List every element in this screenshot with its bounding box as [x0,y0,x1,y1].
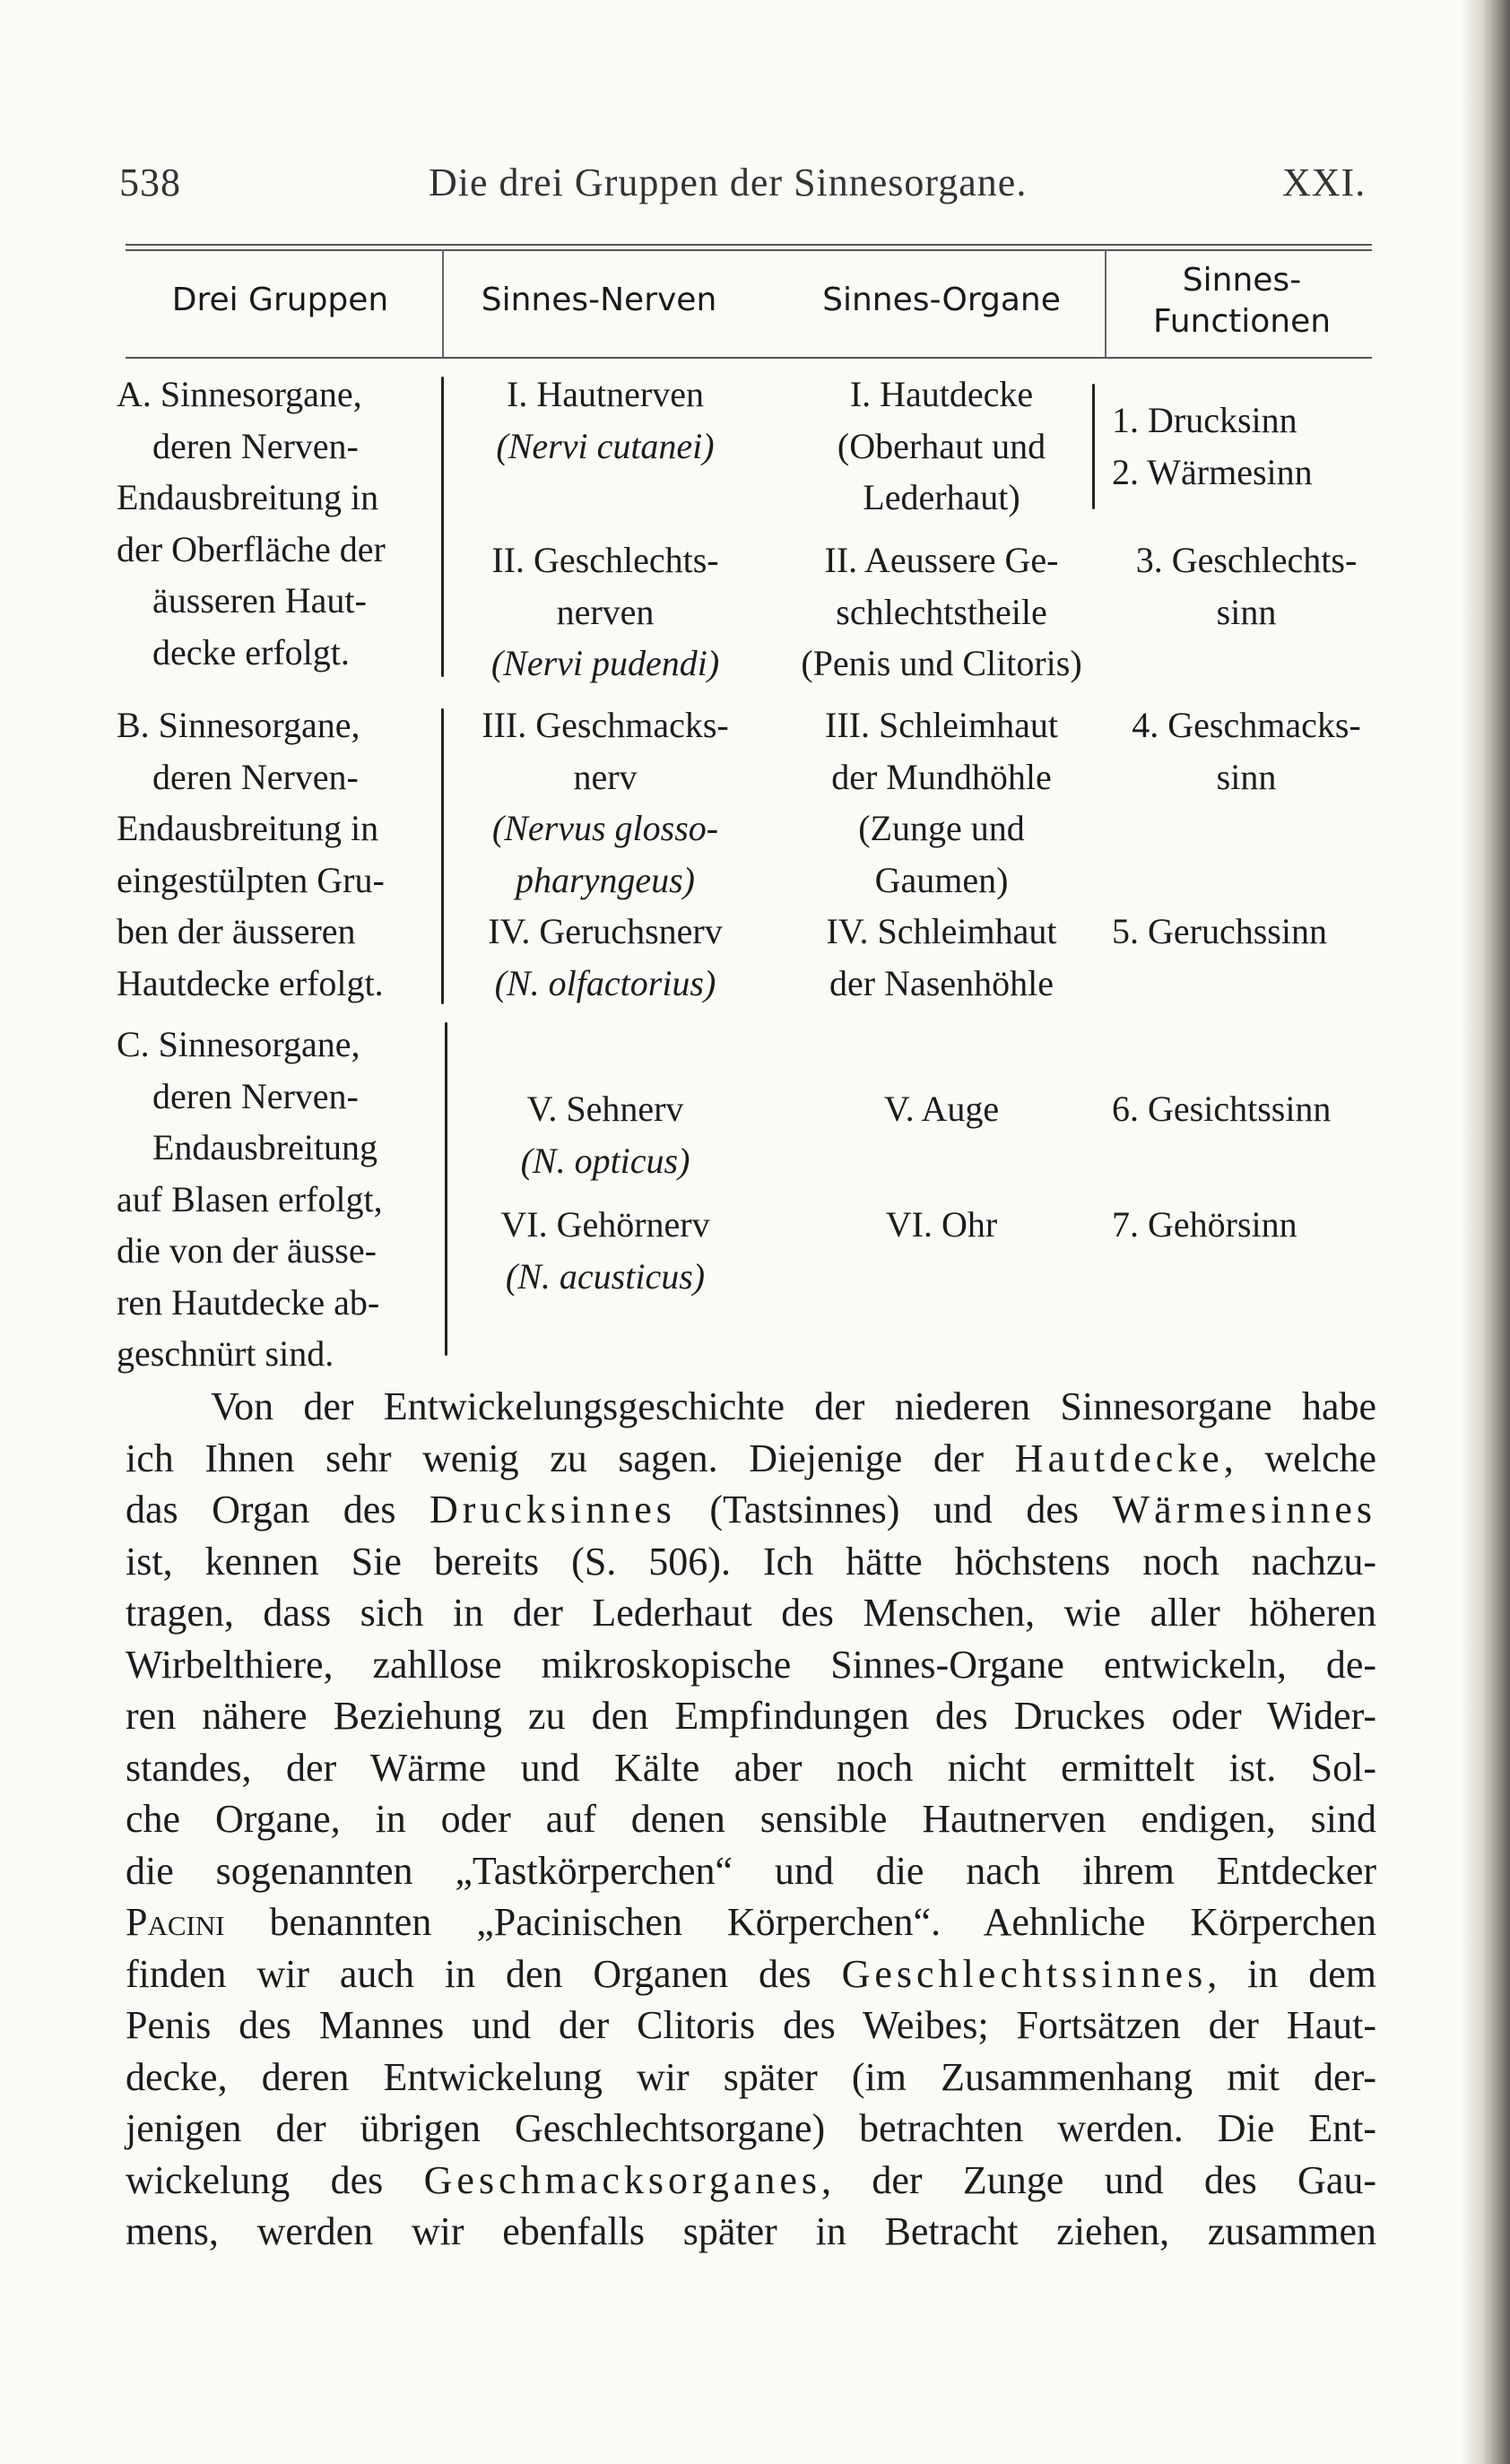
nerve-line: (Nervus glosso- [491,808,719,848]
function-line: 7. Gehörsinn [1112,1204,1297,1245]
function-line: 6. Gesichtssinn [1112,1089,1332,1129]
body-line: wickelung des Geschmacksorganes, der Zunge und des Gau- [126,2157,1376,2202]
function-cell-6 [1112,1199,1381,1251]
column-header-organs: Sinnes-Organe [822,282,1061,318]
function-cell-5 [1112,1083,1381,1135]
nerve-line: (Nervi pudendi) [490,643,720,683]
organ-line: der Mundhöhle [831,756,1052,797]
organ-line: der Nasenhöhle [829,962,1054,1003]
nerve-line: (N. olfactorius) [494,962,716,1003]
body-line: decke, deren Entwickelung wir später (im Zusammenhang mit der- [126,2054,1376,2099]
body-line: Von der Entwickelungsgeschichte der niederen Sinnesorgane habe [211,1384,1376,1428]
nerve-line: nerven [556,591,655,632]
spaced-term: Geschmacksorganes [423,2157,822,2202]
organ-line: III. Schleimhaut [825,705,1058,745]
table-top-rule-double [126,249,1372,251]
body-line: jenigen der übrigen Geschlechtsorgane) betrachten werden. Die Ent- [126,2106,1376,2150]
body-line: standes, der Wärme und Kälte aber noch nicht ermittelt ist. Sol- [126,1745,1376,1790]
group-b-line: eingestülpten Gru- [117,859,385,900]
group-c-line: ren Hautdecke ab- [117,1281,380,1323]
body-line: ich Ihnen sehr wenig zu sagen. Diejenige der Hautdecke, welche [126,1436,1377,1480]
organ-line: V. Auge [883,1089,1000,1129]
group-a-label [117,369,430,678]
body-line: finden wir auch in den Organen des Geschlechtssinnes, in dem [126,1951,1377,1996]
organ-line: Lederhaut) [863,477,1020,517]
body-line: mens, werden wir ebenfalls später in Betracht ziehen, zusammen [126,2209,1376,2253]
column-header-functions-line2: Functionen [1152,303,1332,340]
column-header-nerves: Sinnes-Nerven [481,282,717,318]
column-header-functions-line1: Sinnes- [1182,262,1302,299]
nerve-line: IV. Geruchsnerv [488,911,723,951]
nerve-cell-2 [439,534,771,690]
function-cell-4 [1112,906,1381,958]
function-cell-1 [1112,395,1381,498]
group-b-line: ben der äusseren [117,911,356,951]
column-header-groups: Drei Gruppen [171,282,389,318]
nerve-cell-5 [439,1083,771,1186]
table-header-rule [126,357,1372,359]
group-c-line: deren Nerven- [152,1075,359,1116]
group-a-line: decke erfolgt. [152,631,350,672]
nerve-line: VI. Gehörnerv [500,1204,710,1245]
group-b-line: Hautdecke erfolgt. [117,962,384,1003]
organ-line: (Oberhaut und [837,425,1046,466]
page-number: 538 [119,161,181,204]
body-line: Wirbelthiere, zahllose mikroskopische Sinnes-Organe entwickeln, de- [126,1642,1376,1687]
organ-cell-3 [780,699,1103,906]
body-line: tragen, dass sich in der Lederhaut des Menschen, wie aller höheren [126,1591,1376,1635]
nerve-cell-4 [439,906,771,1009]
nerve-line: (N. acusticus) [505,1255,706,1297]
function-line: sinn [1216,756,1277,797]
body-line: ist, kennen Sie bereits (S. 506). Ich hätte höchstens noch nachzu- [126,1539,1376,1583]
nerve-line: (N. opticus) [520,1140,690,1181]
spaced-term: Hautdecke [1014,1436,1224,1480]
nerve-line: I. Hautnerven [507,374,704,414]
organ-line: schlechtstheile [836,591,1047,632]
page-edge-shadow [1461,0,1510,2464]
organ-line: I. Hautdecke [849,374,1034,414]
running-title: Die drei Gruppen der Sinnesorgane. [429,161,1028,204]
small-caps-name: Pacini [126,1900,225,1944]
group-b-line: Endausbreitung in [117,808,379,848]
table-top-rule [126,244,1372,246]
column-divider-1 [442,249,444,357]
spaced-term: Drucksinnes [429,1488,676,1531]
organ-line: IV. Schleimhaut [826,911,1057,951]
function-cell-2 [1112,534,1381,638]
function-brace [1092,384,1095,509]
function-line: 4. Geschmacks- [1132,705,1361,745]
organ-cell-4 [780,906,1103,1009]
body-line: ren nähere Beziehung zu den Empfindungen des Druckes oder Wider- [126,1694,1376,1738]
group-a-line: A. Sinnesorgane, [117,374,362,414]
function-line: 5. Geruchssinn [1112,911,1327,951]
function-line: sinn [1216,591,1277,632]
group-b-line: deren Nerven- [152,756,359,797]
nerve-line: III. Geschmacks- [482,705,729,745]
nerve-line: pharyngeus) [516,859,695,900]
group-c-brace [445,1022,447,1356]
group-c-line: Endausbreitung [152,1127,378,1167]
group-a-line: deren Nerven- [152,425,359,466]
body-line: die sogenannten „Tastkörperchen“ und die nach ihrem Entdecker [126,1848,1376,1893]
nerve-cell-1 [439,369,771,472]
nerve-line: V. Sehnerv [526,1089,684,1129]
organ-line: II. Aeussere Ge- [824,540,1059,580]
group-c-line: geschnürt sind. [117,1333,334,1374]
group-c-line: auf Blasen erfolgt, [117,1178,383,1219]
group-c-label [117,1019,430,1380]
nerve-line: II. Geschlechts- [491,540,719,580]
chapter-number: XXI. [1282,161,1367,204]
organ-cell-5 [780,1083,1103,1135]
function-line: 3. Geschlechts- [1135,540,1358,580]
spaced-term: Geschlechtssinnes [841,1951,1208,1996]
group-b-line: B. Sinnesorgane, [117,705,360,745]
group-c-line: C. Sinnesorgane, [117,1024,360,1064]
organ-line: (Zunge und [858,808,1025,848]
group-b-label [117,699,430,1009]
organ-cell-1 [780,369,1103,524]
organ-line: (Penis und Clitoris) [801,643,1082,683]
organ-cell-2 [780,534,1103,690]
organ-line: Gaumen) [874,859,1009,900]
group-c-line: die von der äusse- [117,1230,377,1271]
group-a-line: Endausbreitung in [117,477,379,517]
body-line: Pacini benannten „Pacinischen Körperchen“. Aehnliche Körperchen [126,1900,1376,1944]
body-line: che Organe, in oder auf denen sensible Hautnerven endigen, sind [126,1797,1376,1841]
group-a-line: der Oberfläche der [117,528,386,569]
body-line: Penis des Mannes und der Clitoris des Weibes; Fortsätzen der Haut- [126,2003,1376,2047]
nerve-cell-6 [439,1199,771,1302]
body-paragraph [126,1381,1376,2258]
nerve-line: nerv [573,756,638,797]
function-cell-3 [1112,699,1381,803]
organ-line: VI. Ohr [885,1204,998,1245]
group-a-line: äusseren Haut- [152,580,367,620]
function-line: 2. Wärmesinn [1112,451,1313,492]
nerve-line: (Nervi cutanei) [496,425,715,466]
organ-cell-6 [780,1199,1103,1251]
body-line: das Organ des Drucksinnes (Tastsinnes) und des Wärmesinnes [126,1488,1377,1531]
function-line: 1. Drucksinn [1112,400,1297,440]
column-divider-3 [1105,249,1106,357]
nerve-cell-3 [439,699,771,906]
spaced-term: Wärmesinnes [1112,1488,1377,1531]
